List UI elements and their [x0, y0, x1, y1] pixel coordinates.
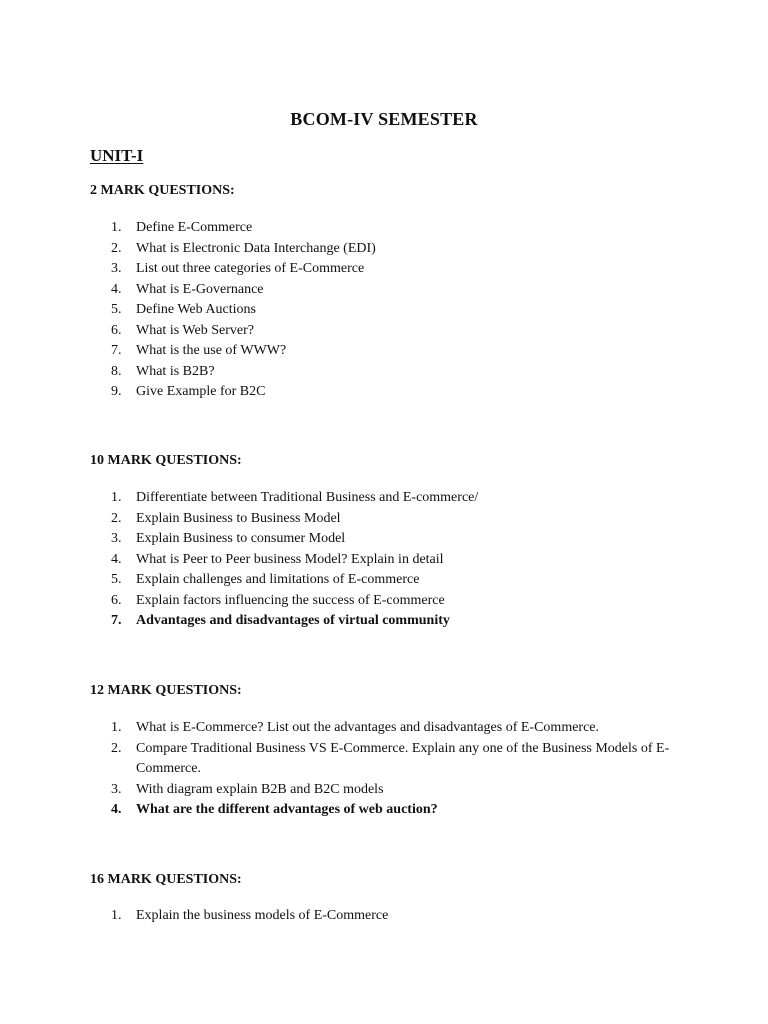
item-number: 3.	[111, 261, 122, 276]
question-list-12-mark	[90, 718, 690, 821]
question-text: What is Electronic Data Interchange (EDI)	[136, 240, 376, 256]
question-text: Explain the business models of E-Commerce	[136, 908, 389, 923]
question-text: What is Web Server?	[136, 322, 254, 338]
item-number: 3.	[111, 781, 122, 797]
question-text: Explain factors influencing the success of E-commerce	[136, 592, 445, 608]
list-item	[90, 362, 690, 383]
item-number: 2.	[111, 740, 122, 756]
item-number: 4.	[111, 551, 122, 567]
list-item	[90, 591, 690, 612]
section-heading-10-mark: 10 MARK QUESTIONS:	[90, 453, 242, 468]
question-text: What is B2B?	[136, 363, 215, 379]
page-title: BCOM-IV SEMESTER	[290, 109, 478, 129]
question-text: What is the use of WWW?	[136, 343, 287, 358]
list-item	[90, 570, 690, 591]
question-text: Give Example for B2C	[136, 384, 266, 399]
question-text: Differentiate between Traditional Business and E-commerce/	[136, 490, 479, 505]
question-text: Define Web Auctions	[136, 302, 256, 317]
question-text: Explain challenges and limitations of E-commerce	[136, 572, 420, 587]
item-number: 1.	[111, 908, 122, 923]
item-number: 4.	[111, 802, 122, 817]
item-number: 5.	[111, 572, 122, 587]
item-number: 3.	[111, 531, 122, 546]
list-item	[90, 800, 690, 821]
list-item	[90, 259, 690, 280]
item-number: 1.	[111, 720, 122, 735]
question-text: Explain Business to consumer Model	[136, 531, 346, 546]
list-item	[90, 488, 690, 509]
list-item	[90, 611, 690, 632]
list-item	[90, 300, 690, 321]
question-text: Compare Traditional Business VS E-Commerce. Explain any one of the Business Models of E-Commerce.	[136, 740, 670, 776]
section-heading-16-mark: 16 MARK QUESTIONS:	[90, 872, 242, 887]
list-item	[90, 509, 690, 530]
list-item	[90, 550, 690, 571]
list-item	[90, 341, 690, 362]
question-text: What is E-Governance	[136, 281, 264, 297]
question-text: What are the different advantages of web auction?	[136, 802, 438, 817]
item-number: 1.	[111, 490, 122, 505]
item-number: 8.	[111, 363, 122, 379]
item-number: 2.	[111, 510, 122, 526]
question-list-16-mark	[90, 906, 690, 927]
list-item	[90, 239, 690, 260]
list-item	[90, 280, 690, 301]
item-number: 6.	[111, 592, 122, 608]
question-text: List out three categories of E-Commerce	[136, 261, 365, 276]
question-text: Advantages and disadvantages of virtual community	[136, 613, 450, 628]
item-number: 7.	[111, 613, 122, 628]
list-item	[90, 780, 690, 801]
list-item	[90, 718, 690, 739]
section-heading-2-mark: 2 MARK QUESTIONS:	[90, 183, 235, 198]
list-item	[90, 529, 690, 550]
unit-heading: UNIT-I	[90, 146, 144, 165]
list-item	[90, 321, 690, 342]
list-item	[90, 739, 690, 780]
item-number: 5.	[111, 302, 122, 317]
list-item	[90, 382, 690, 403]
question-text: Define E-Commerce	[136, 220, 253, 235]
list-item	[90, 218, 690, 239]
section-heading-12-mark: 12 MARK QUESTIONS:	[90, 683, 242, 698]
item-number: 6.	[111, 322, 122, 338]
question-list-2-mark	[90, 218, 690, 403]
item-number: 7.	[111, 343, 122, 358]
question-list-10-mark	[90, 488, 690, 632]
question-text: Explain Business to Business Model	[136, 510, 341, 526]
item-number: 9.	[111, 384, 122, 399]
question-text: With diagram explain B2B and B2C models	[136, 781, 384, 797]
question-text: What is E-Commerce? List out the advantages and disadvantages of E-Commerce.	[136, 720, 600, 735]
item-number: 4.	[111, 281, 122, 297]
list-item	[90, 906, 690, 927]
item-number: 2.	[111, 240, 122, 256]
question-text: What is Peer to Peer business Model? Explain in detail	[136, 551, 444, 567]
item-number: 1.	[111, 220, 122, 235]
